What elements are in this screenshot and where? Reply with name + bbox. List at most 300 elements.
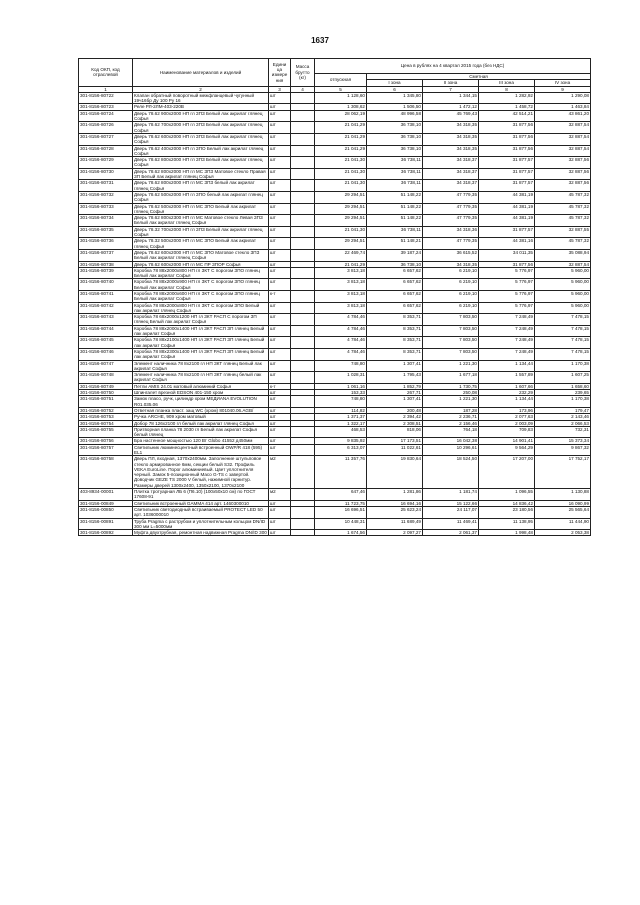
cell-z4: 5 960,00 [535,267,591,279]
cell-mass [291,396,315,408]
cell-code: 301-8156-80739 [79,267,133,279]
cell-z3: 44 381,19 [479,215,535,227]
cell-name: Дверь 78.62 500x2000 НП гл ЗПО белый лак акрилат глянец Софья [133,191,269,203]
cell-name: Дверь 78.62 800x2000 НП гл МС ЗПЗ Матовое стекло Правая ЗП Белый лак акрилат глянец Софья [133,168,269,180]
cell-unit: шт [269,518,291,530]
cell-z2: 36 615,52 [423,249,479,261]
cell-unit: шт [269,302,291,314]
cell-code: 301-8156-00849 [79,500,133,506]
cell-code: 301-8156-80729 [79,157,133,169]
cell-z4: 25 565,64 [535,506,591,518]
cell-p: 3 813,18 [315,267,367,279]
cell-z4: 1 130,88 [535,489,591,501]
cell-code: 301-8156-00892 [79,530,133,536]
cell-z1: 36 738,11 [367,157,423,169]
cell-name: Коробка 78 88x2000x800 НП гл ЗКТ С порогом ЗПО глянец Белый лак акрилат Софья [133,267,269,279]
cell-z2: 1 344,15 [423,92,479,104]
cell-unit: шт [269,267,291,279]
cell-unit: шт [269,500,291,506]
cell-p: 21 041,29 [315,145,367,157]
cell-code: 301-8156-80727 [79,133,133,145]
cell-unit: шт [269,249,291,261]
cell-name: Плитка тротуарная ЛБ 6 (П6.10) (100x50x10 см) по ГОСТ 17608-91 [133,489,269,501]
cell-mass [291,267,315,279]
cell-z3: 44 381,16 [479,238,535,250]
cell-z4: 45 787,32 [535,238,591,250]
cell-z2: 1 730,75 [423,383,479,389]
cell-unit: шт [269,238,291,250]
cell-z2: 34 318,36 [423,226,479,238]
cell-z1: 2 097,27 [367,530,423,536]
cell-unit: шт [269,420,291,426]
cell-name: Клапан обратный поворотный межфланцевый чугунный 19ч16бр Ду 100 Ру 16 [133,92,269,104]
cell-z1: 2 394,42 [367,414,423,420]
cell-z1: 1 281,86 [367,489,423,501]
cell-z2: 250,08 [423,390,479,396]
table-row [79,530,591,536]
cell-p: 1 128,60 [315,92,367,104]
header-zone4: IV зона [535,80,591,86]
table-row [79,133,591,145]
cell-z3: 7 248,49 [479,337,535,349]
header-mass: Масса брутто (кг) [291,59,315,87]
cell-p: 21 041,30 [315,180,367,192]
cell-z2: 34 318,37 [423,168,479,180]
cell-unit: шт [269,203,291,215]
cell-z4: 7 478,15 [535,348,591,360]
cell-p: 114,82 [315,407,367,413]
cell-code: 301-8156-80755 [79,426,133,438]
cell-z2: 6 219,10 [423,267,479,279]
cell-z3: 31 877,57 [479,168,535,180]
cell-z1: 51 148,22 [367,191,423,203]
cell-code: 301-8156-80746 [79,348,133,360]
cell-p: 748,80 [315,360,367,372]
cell-p: 11 723,75 [315,500,367,506]
cell-z3: 1 458,72 [479,104,535,110]
table-row [79,489,591,501]
cell-p: 11 357,76 [315,456,367,489]
table-row [79,168,591,180]
cell-unit: шт [269,396,291,408]
cell-z3: 232,29 [479,390,535,396]
cell-z4: 43 861,20 [535,110,591,122]
cell-z4: 7 478,15 [535,325,591,337]
cell-name: Коробка 78 88x2000x1400 НП гл ЗКТ РАСП ЗП глянец Белый лак акрилат Софья [133,325,269,337]
cell-z3: 31 877,57 [479,226,535,238]
cell-z3: 1 607,66 [479,383,535,389]
cell-z2: 47 779,35 [423,238,479,250]
cell-z4: 1 658,60 [535,383,591,389]
cell-z3: 14 836,42 [479,500,535,506]
cell-name: Бра настенное мощностью 120 Вт Globo 41552 д450мм [133,438,269,444]
cell-z1: 17 173,51 [367,438,423,444]
cell-name: Дверь 78.62 600x2000 НП гл ЗПЗ Белый лак акрилат глянец Софья [133,133,269,145]
table-row [79,180,591,192]
table-row [79,110,591,122]
cell-unit: шт [269,215,291,227]
cell-unit: шт [269,438,291,444]
cell-z2: 7 803,50 [423,337,479,349]
cell-z2: 34 318,35 [423,133,479,145]
table-row [79,145,591,157]
cell-code: 301-8156-80736 [79,238,133,250]
cell-unit: к-т [269,383,291,389]
col-number: 2 [133,86,269,92]
cell-name: Притворная планка 78 2030 гл Белый лак акрилат Софья белый глянец [133,426,269,438]
cell-z3: 31 877,57 [479,157,535,169]
cell-unit: шт [269,325,291,337]
cell-z1: 19 830,64 [367,456,423,489]
cell-z2: 15 122,66 [423,500,479,506]
cell-unit: шт [269,314,291,326]
cell-unit: шт [269,506,291,518]
table-row [79,314,591,326]
cell-z4: 32 887,56 [535,180,591,192]
cell-code: 301-8156-80751 [79,396,133,408]
cell-mass [291,203,315,215]
cell-mass [291,279,315,291]
table-row [79,426,591,438]
cell-unit: шт [269,110,291,122]
cell-unit: шт [269,530,291,536]
cell-code: 403-8934-00001 [79,489,133,501]
cell-mass [291,444,315,456]
cell-code: 301-8156-80728 [79,145,133,157]
cell-z3: 2 077,63 [479,414,535,420]
cell-z3: 5 776,97 [479,290,535,302]
cell-z2: 2 061,37 [423,530,479,536]
cell-z1: 267,71 [367,390,423,396]
cell-p: 1 308,62 [315,104,367,110]
cell-z3: 17 207,00 [479,456,535,489]
cell-mass [291,168,315,180]
cell-z4: 2 143,46 [535,414,591,420]
cell-name: Элемент наличника 78 8x2100 гл НП ЗКТ глянец Белый лак акрилат Софья [133,360,269,372]
cell-z4: 9 867,32 [535,444,591,456]
cell-code: 301-8156-80750 [79,390,133,396]
cell-z3: 31 877,57 [479,180,535,192]
cell-z2: 6 219,10 [423,290,479,302]
cell-z4: 179,47 [535,407,591,413]
cell-name: Светильник встроенный GAMMA 414 арт. 1460300010 [133,500,269,506]
cell-z1: 6 657,62 [367,290,423,302]
cell-z2: 34 318,37 [423,157,479,169]
cell-z4: 2 066,53 [535,420,591,426]
cell-unit: шт [269,337,291,349]
cell-code: 301-8156-80733 [79,203,133,215]
table-row [79,456,591,489]
cell-z2: 10 296,61 [423,444,479,456]
cell-mass [291,122,315,134]
cell-z1: 1 307,41 [367,360,423,372]
cell-unit: шт [269,261,291,267]
price-table [78,58,591,536]
cell-code: 301-8156-80743 [79,314,133,326]
cell-z4: 32 887,56 [535,168,591,180]
cell-z1: 36 738,10 [367,133,423,145]
cell-name: Коробка 78 68x2000x1200 НП гл ЗКТ РАСП С порогом ЗП глянец Белый лак акрилат Софья [133,314,269,326]
cell-code: 301-8156-80723 [79,104,133,110]
cell-unit: шт [269,145,291,157]
cell-z1: 6 657,62 [367,302,423,314]
cell-code: 301-8156-80735 [79,226,133,238]
cell-code: 301-8156-80724 [79,110,133,122]
table-row [79,302,591,314]
cell-z1: 48 996,58 [367,110,423,122]
cell-code: 301-8156-80744 [79,325,133,337]
cell-z2: 34 318,35 [423,122,479,134]
cell-unit: шт [269,444,291,456]
cell-code: 301-8156-80745 [79,337,133,349]
cell-unit: шт [269,360,291,372]
cell-code: 301-8156-80748 [79,372,133,384]
cell-z4: 732,31 [535,426,591,438]
cell-z2: 2 156,46 [423,420,479,426]
cell-z2: 18 524,50 [423,456,479,489]
cell-z3: 1 134,44 [479,396,535,408]
cell-z2: 47 779,35 [423,203,479,215]
cell-name: Дверь 78.62 600x2000 НП гл МС ПР ЗПОР Софья [133,261,269,267]
cell-z1: 8 353,71 [367,325,423,337]
cell-z3: 7 248,49 [479,325,535,337]
cell-z1: 1 852,79 [367,383,423,389]
cell-z3: 31 877,56 [479,145,535,157]
cell-mass [291,290,315,302]
cell-z3: 44 381,19 [479,191,535,203]
cell-unit: шт [269,92,291,104]
cell-z1: 36 738,11 [367,168,423,180]
cell-z4: 45 787,32 [535,203,591,215]
cell-code: 301-8156-00850 [79,506,133,518]
cell-z4: 5 960,00 [535,290,591,302]
cell-p: 22 469,74 [315,249,367,261]
cell-z1: 2 308,51 [367,420,423,426]
cell-name: Дверь 78.62 800x2300 НП гл МС Матовое стекло Левая ЗПЗ Белый лак акрилат глянец Софья [133,215,269,227]
cell-z4: 32 887,55 [535,226,591,238]
cell-p: 21 041,29 [315,133,367,145]
cell-mass [291,530,315,536]
cell-z1: 51 148,22 [367,215,423,227]
cell-z1: 11 022,61 [367,444,423,456]
cell-z4: 32 887,54 [535,145,591,157]
cell-z3: 9 564,29 [479,444,535,456]
cell-mass [291,372,315,384]
cell-z2: 6 219,10 [423,302,479,314]
cell-p: 21 041,29 [315,261,367,267]
col-number: 3 [269,86,291,92]
cell-mass [291,133,315,145]
cell-name: Дверь 78.32 500x2000 НП гл МС ЗПО Белый лак акрилат глянец Софья [133,238,269,250]
cell-z3: 1 096,55 [479,489,535,501]
cell-p: 4 784,46 [315,314,367,326]
cell-z1: 11 689,49 [367,518,423,530]
cell-p: 748,80 [315,396,367,408]
cell-z4: 11 444,90 [535,518,591,530]
col-number: 7 [423,86,479,92]
cell-unit: шт [269,372,291,384]
header-name: Наименование материалов и изделий [133,59,269,87]
cell-mass [291,157,315,169]
cell-code: 301-8156-80737 [79,249,133,261]
cell-z1: 36 738,11 [367,180,423,192]
cell-p: 28 062,19 [315,110,367,122]
cell-unit: шт [269,191,291,203]
table-row [79,348,591,360]
cell-z2: 16 042,38 [423,438,479,444]
cell-name: Муфта двухтрубная, ремонтная надвижная Pragma DN/ID 300 [134,530,267,536]
cell-name: Дверь 78.62 700x2000 НП гл ЗПЗ Белый лак акрилат глянец Софья [133,122,269,134]
cell-name: Замок плаco, ручк, цилиндр хром МЕДИАNA EVOLUTION R01.035.06 [133,396,269,408]
cell-name: Ответная планка пласт. защ WC (хром) 801040.06.AGB/ [133,407,269,413]
cell-unit: шт [269,157,291,169]
cell-name: Ручка ARCHE, 909 хром матовый [133,414,269,420]
cell-mass [291,360,315,372]
cell-z1: 36 738,10 [367,261,423,267]
col-number: 4 [291,86,315,92]
cell-name: Элемент наличника 78 8x2100 гл НП ЗКТ глянец белый лак акрилат Софья [133,372,269,384]
cell-z1: 1 506,50 [367,104,423,110]
cell-name: Коробка 78 88x2000x800 НП гл ЗКТ С порогом ЗПО Белый лак акрилат глянец Софья [133,302,269,314]
cell-p: 647,46 [315,489,367,501]
cell-p: 4 784,46 [315,325,367,337]
cell-p: 468,53 [315,426,367,438]
cell-z2: 1 677,18 [423,372,479,384]
cell-p: 3 813,18 [315,302,367,314]
header-unit: Едини ца измере ния [269,59,291,87]
table-row [79,226,591,238]
table-row [79,215,591,227]
cell-name: Коробка 78 88x2000x600 НП гл ЗКТ С порогом ЗПО глянец Белый лак акрилат Софья [133,290,269,302]
cell-name: Реле РЛ-2ЛМ-403-220В [133,104,269,110]
table-row [79,360,591,372]
cell-p: 21 041,30 [315,168,367,180]
cell-name: Светильник люминесцентный встроенный OWP/R 418 (595) EL1 [133,444,269,456]
cell-name: Шпингалет врезной EDSON 401-150 хром [133,390,269,396]
cell-p: 4 784,46 [315,337,367,349]
cell-mass [291,249,315,261]
cell-z1: 6 657,62 [367,279,423,291]
cell-z4: 1 170,38 [535,360,591,372]
cell-z3: 31 877,56 [479,122,535,134]
cell-z1: 1 307,41 [367,396,423,408]
cell-unit: шт [269,414,291,420]
cell-p: 1 061,16 [315,383,367,389]
cell-name: Светильник светодиодный встраиваемый PROTECT LED 50 арт. 1036000010 [133,506,269,518]
cell-z2: 187,28 [423,407,479,413]
cell-code: 301-8156-80730 [79,168,133,180]
cell-unit: шт [269,279,291,291]
cell-name: Дверь ПЛ, входная, 1370x2400мм. Заполнение штульповое стекло армированное 6мм, секции белый S32. Профиль VEKA EuroLine. Порог алюминиевый. Цвет уплотнителя черный. Замок 5-позиционный Maco G-TS с завертой. Доводчик GEZE TS 2000 V белый, нажимной гарнитур. Размеры дверей 1300x2400, 1350x2100, 1370x2100 [133,456,269,489]
cell-z1: 16 694,16 [367,500,423,506]
cell-z2: 45 769,43 [423,110,479,122]
cell-z3: 709,83 [479,426,535,438]
cell-code: 301-8156-80752 [79,407,133,413]
cell-code: 301-8156-00891 [79,518,133,530]
cell-code: 301-8156-80747 [79,360,133,372]
cell-code: 301-8156-80749 [79,383,133,389]
cell-z1: 818,06 [367,426,423,438]
cell-unit: шт [269,122,291,134]
cell-z4: 32 887,54 [535,122,591,134]
cell-p: 29 294,51 [315,203,367,215]
cell-name: Дверь 78.62 400x2000 НП гл ЗПО Белый лак акрилат глянец Софья [133,145,269,157]
cell-code: 301-8156-80741 [79,290,133,302]
cell-mass [291,110,315,122]
cell-mass [291,145,315,157]
table-row [79,157,591,169]
cell-z4: 7 478,15 [535,337,591,349]
cell-p: 1 322,17 [315,420,367,426]
cell-name: Коробка 78 88x2300x1400 НП гл ЗКТ РАСП ЗП глянец Белый лак акрилат Софья [133,348,269,360]
table-row [79,506,591,518]
cell-z2: 6 219,10 [423,279,479,291]
cell-mass [291,180,315,192]
header-estimate: Сметная [367,74,591,80]
cell-unit: шт [269,348,291,360]
cell-z3: 1 282,92 [479,92,535,104]
cell-z4: 5 960,00 [535,302,591,314]
cell-p: 29 294,51 [315,191,367,203]
cell-z3: 44 381,19 [479,203,535,215]
cell-name: Дверь 78.62 800x2000 НП гл ЗПЗ Белый лак акрилат глянец Софья [133,157,269,169]
cell-mass [291,348,315,360]
header-release: отпускная [315,74,367,87]
header-zone2: II зона [423,80,479,86]
cell-p: 153,33 [315,390,367,396]
cell-z4: 239,65 [535,390,591,396]
cell-z4: 45 787,32 [535,215,591,227]
cell-code: 301-8156-80757 [79,444,133,456]
cell-code: 301-8156-80732 [79,191,133,203]
cell-p: 21 041,29 [315,122,367,134]
table-body [79,92,591,536]
cell-z3: 1 134,44 [479,360,535,372]
cell-code: 301-8156-80756 [79,438,133,444]
cell-code: 301-8156-80726 [79,122,133,134]
cell-unit: шт [269,180,291,192]
cell-p: 6 313,07 [315,444,367,456]
col-number: 9 [535,86,591,92]
cell-z3: 1 557,89 [479,372,535,384]
cell-z2: 7 803,50 [423,348,479,360]
cell-z3: 5 776,97 [479,302,535,314]
table-row [79,122,591,134]
cell-name: Труба Pragma с раструбом и уплотнительным кольцом DN/ID 300 мм L=5000мм [133,518,269,530]
cell-name: Добор 78 126x2100 гл белый лак акрилат глянец Софья [133,420,269,426]
cell-code: 301-8156-80742 [79,302,133,314]
cell-z1: 36 738,10 [367,122,423,134]
table-row [79,325,591,337]
cell-z2: 764,18 [423,426,479,438]
cell-p: 10 448,31 [315,518,367,530]
table-row [79,518,591,530]
cell-z2: 1 181,74 [423,489,479,501]
cell-p: 1 674,56 [315,530,367,536]
cell-code: 301-8156-80731 [79,180,133,192]
cell-unit: шт [269,133,291,145]
cell-p: 21 041,30 [315,226,367,238]
cell-z1: 8 353,71 [367,337,423,349]
cell-unit: м2 [269,456,291,489]
cell-unit: шт [269,168,291,180]
cell-z3: 1 998,48 [479,530,535,536]
col-number: 6 [367,86,423,92]
cell-z1: 6 657,62 [367,267,423,279]
col-number: 1 [79,86,133,92]
cell-z4: 2 053,38 [535,530,591,536]
cell-code: 301-8156-80753 [79,414,133,420]
